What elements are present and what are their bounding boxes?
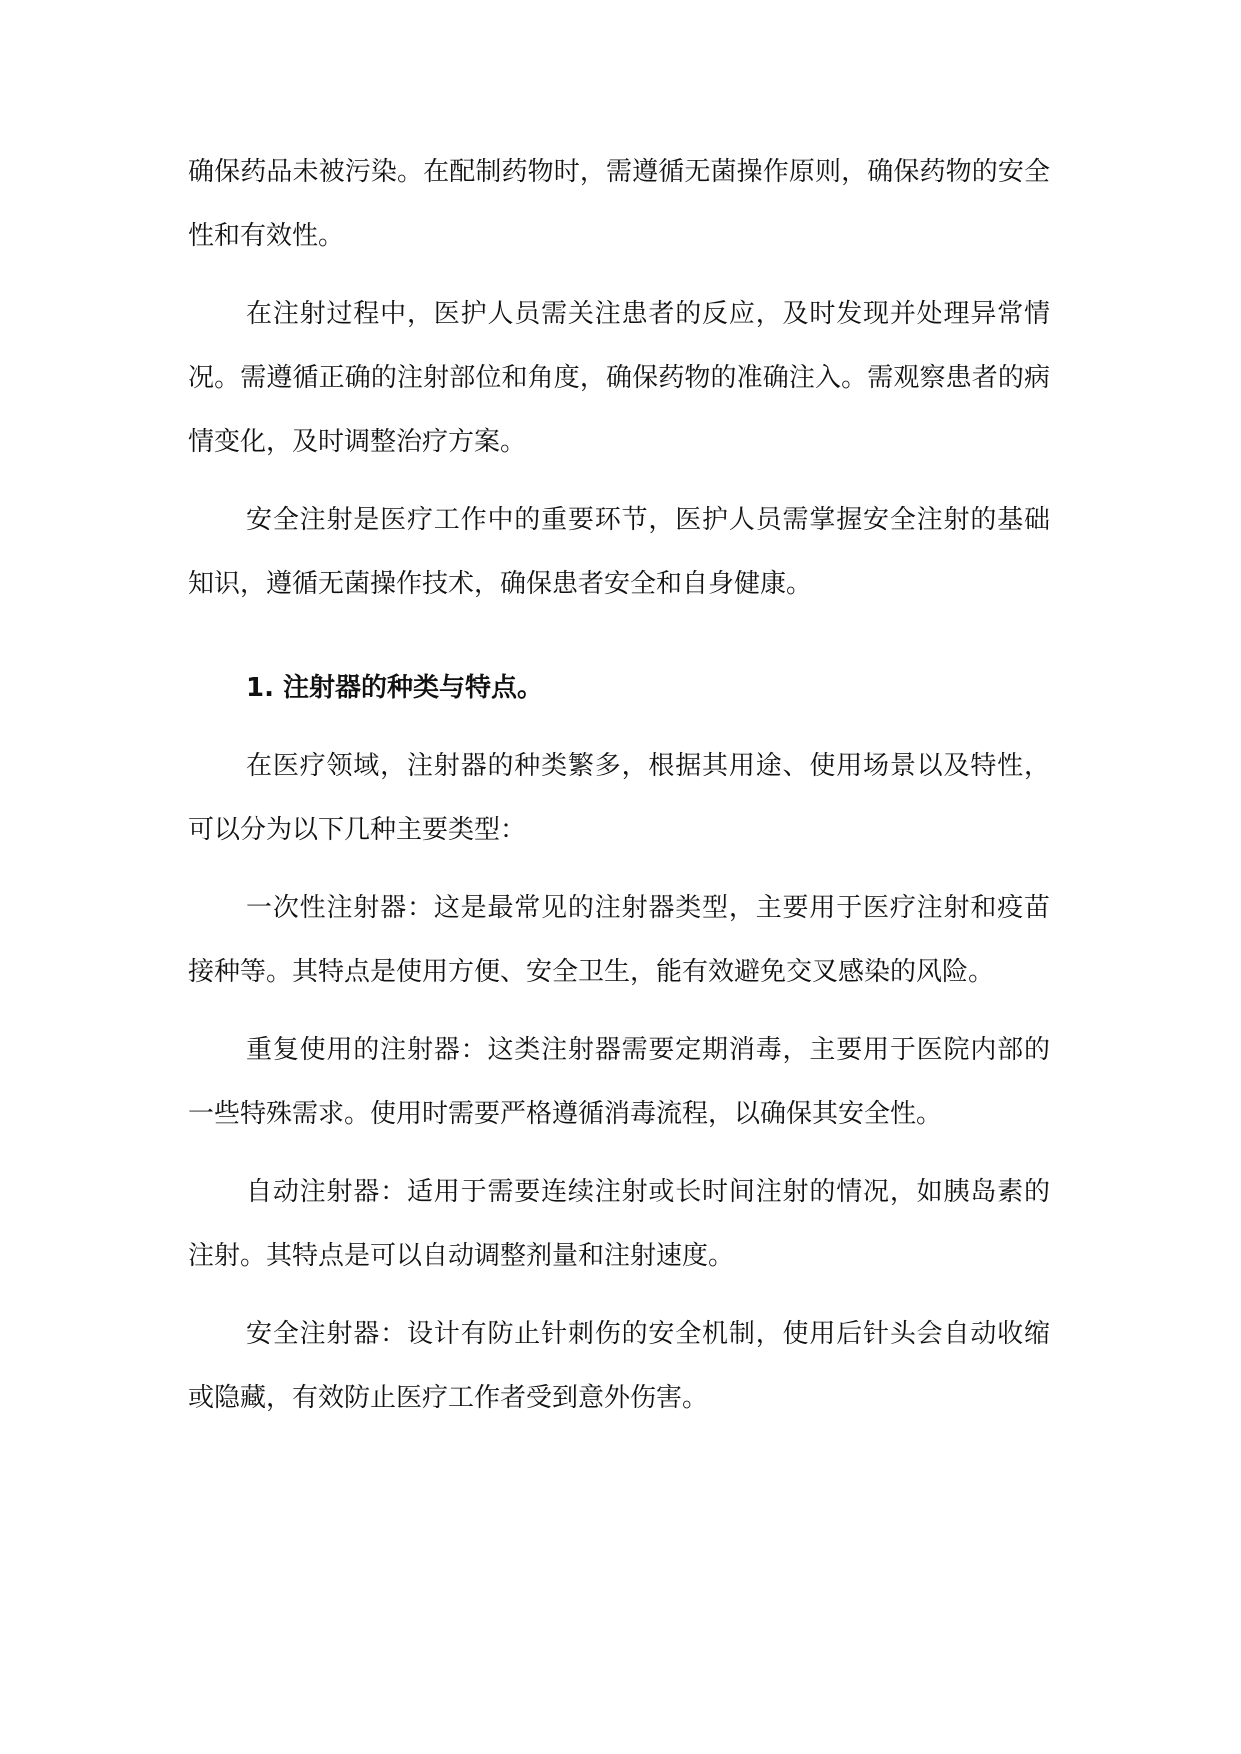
paragraph-disposable-syringe: 一次性注射器：这是最常见的注射器类型，主要用于医疗注射和疫苗接种等。其特点是使用方便、安全卫生，能有效避免交叉感染的风险。 [188, 893, 1050, 987]
paragraph-syringe-types-intro: 在医疗领域，注射器的种类繁多，根据其用途、使用场景以及特性，可以分为以下几种主要类型： [188, 751, 1050, 845]
paragraph-safety-syringe: 安全注射器：设计有防止针刺伤的安全机制，使用后针头会自动收缩或隐藏，有效防止医疗工作者受到意外伤害。 [188, 1319, 1050, 1413]
document-body [188, 140, 1050, 1444]
paragraph-continuation: 确保药品未被污染。在配制药物时，需遵循无菌操作原则，确保药物的安全性和有效性。 [188, 157, 1050, 251]
paragraph-reusable-syringe: 重复使用的注射器：这类注射器需要定期消毒，主要用于医院内部的一些特殊需求。使用时需要严格遵循消毒流程，以确保其安全性。 [188, 1035, 1050, 1129]
paragraph-safe-injection-summary: 安全注射是医疗工作中的重要环节，医护人员需掌握安全注射的基础知识，遵循无菌操作技术，确保患者安全和自身健康。 [188, 505, 1050, 599]
paragraph-injection-process: 在注射过程中，医护人员需关注患者的反应，及时发现并处理异常情况。需遵循正确的注射部位和角度，确保药物的准确注入。需观察患者的病情变化，及时调整治疗方案。 [188, 299, 1050, 457]
section-heading: 1. 注射器的种类与特点。 [246, 673, 544, 703]
paragraph-auto-injector: 自动注射器：适用于需要连续注射或长时间注射的情况，如胰岛素的注射。其特点是可以自动调整剂量和注射速度。 [188, 1177, 1050, 1271]
